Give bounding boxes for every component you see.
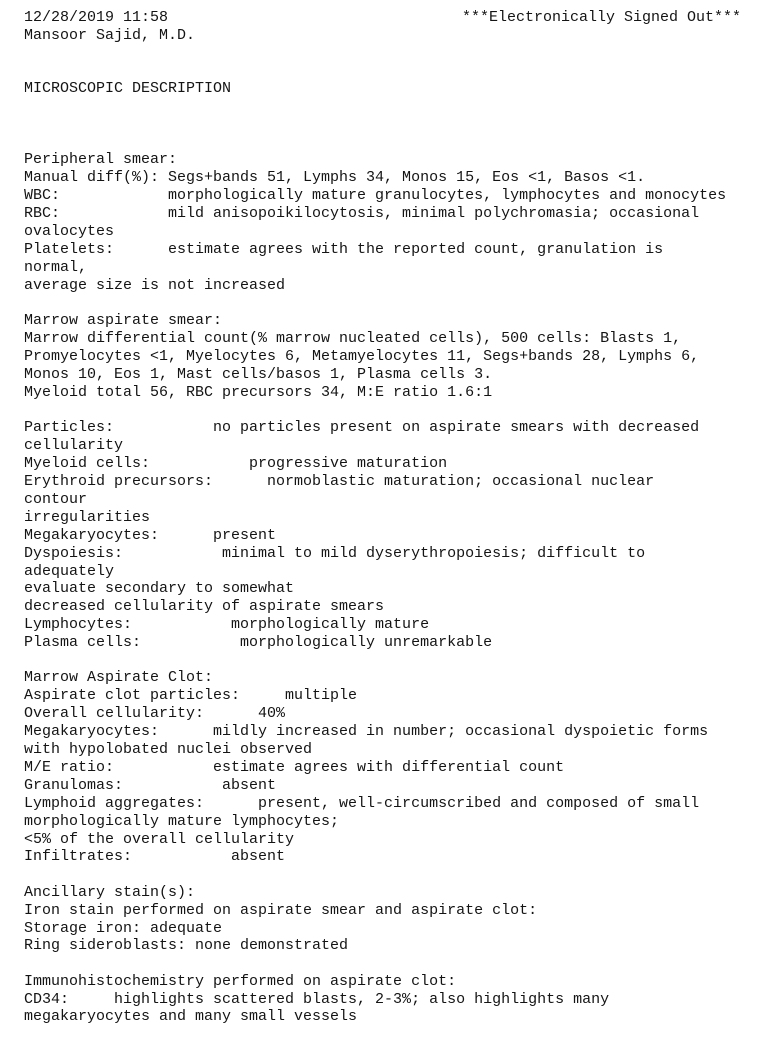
peripheral-smear-heading: Peripheral smear: [24, 151, 178, 168]
report-line: Storage iron: adequate [24, 920, 223, 937]
report-line: M/E ratio: estimate agrees with differential count [24, 759, 565, 776]
report-line: Ring sideroblasts: none demonstrated [24, 937, 349, 954]
report-line: megakaryocytes and many small vessels [24, 1008, 358, 1025]
report-line: with hypolobated nuclei observed [24, 741, 313, 758]
report-line: Granulomas: absent [24, 777, 277, 794]
report-line: average size is not increased [24, 277, 286, 294]
report-line: Megakaryocytes: present [24, 527, 277, 544]
report-line: Plasma cells: morphologically unremarkable [24, 634, 493, 651]
report-line: <5% of the overall cellularity [24, 831, 295, 848]
report-line: contour [24, 491, 88, 508]
report-line: Lymphoid aggregates: present, well-circumscribed and composed of small [24, 795, 700, 812]
immunohistochemistry-heading: Immunohistochemistry performed on aspirate clot: [24, 973, 457, 990]
report-line: ovalocytes [24, 223, 115, 240]
report-line: irregularities [24, 509, 151, 526]
report-line: CD34: highlights scattered blasts, 2-3%; also highlights many [24, 991, 610, 1008]
report-line: Promyelocytes <1, Myelocytes 6, Metamyelocytes 11, Segs+bands 28, Lymphs 6, [24, 348, 700, 365]
report-line: Myeloid total 56, RBC precursors 34, M:E ratio 1.6:1 [24, 384, 493, 401]
report-line: RBC: mild anisopoikilocytosis, minimal polychromasia; occasional [24, 205, 700, 222]
report-line: decreased cellularity of aspirate smears [24, 598, 385, 615]
report-line: normal, [24, 259, 88, 276]
report-line: Manual diff(%): Segs+bands 51, Lymphs 34, Monos 15, Eos <1, Basos <1. [24, 169, 646, 186]
report-line: Platelets: estimate agrees with the reported count, granulation is [24, 241, 664, 258]
report-line: adequately [24, 563, 115, 580]
marrow-aspirate-clot-heading: Marrow Aspirate Clot: [24, 669, 214, 686]
report-line: Aspirate clot particles: multiple [24, 687, 358, 704]
report-line: Overall cellularity: 40% [24, 705, 286, 722]
ancillary-stains-heading: Ancillary stain(s): [24, 884, 196, 901]
report-line: Iron stain performed on aspirate smear and aspirate clot: [24, 902, 538, 919]
report-header [24, 9, 741, 27]
report-line: Lymphocytes: morphologically mature [24, 616, 430, 633]
report-line: Erythroid precursors: normoblastic maturation; occasional nuclear [24, 473, 655, 490]
section-title: MICROSCOPIC DESCRIPTION [24, 80, 232, 97]
report-line: morphologically mature lymphocytes; [24, 813, 340, 830]
marrow-aspirate-smear-heading: Marrow aspirate smear: [24, 312, 223, 329]
physician-name: Mansoor Sajid, M.D. [24, 27, 196, 44]
report-date-time: 12/28/2019 11:58 [24, 9, 169, 26]
report-line: Myeloid cells: progressive maturation [24, 455, 448, 472]
report-line: WBC: morphologically mature granulocytes, lymphocytes and monocytes [24, 187, 727, 204]
report-line: Infiltrates: absent [24, 848, 286, 865]
report-line: Megakaryocytes: mildly increased in number; occasional dyspoietic forms [24, 723, 709, 740]
signed-out-status: ***Electronically Signed Out*** [461, 9, 741, 26]
report-line: Dyspoiesis: minimal to mild dyserythropoiesis; difficult to [24, 545, 646, 562]
report-line: Particles: no particles present on aspirate smears with decreased [24, 419, 700, 436]
report-line: evaluate secondary to somewhat [24, 580, 295, 597]
report-line: Marrow differential count(% marrow nucleated cells), 500 cells: Blasts 1, [24, 330, 682, 347]
report-line: cellularity [24, 437, 124, 454]
report-line: Monos 10, Eos 1, Mast cells/basos 1, Plasma cells 3. [24, 366, 493, 383]
